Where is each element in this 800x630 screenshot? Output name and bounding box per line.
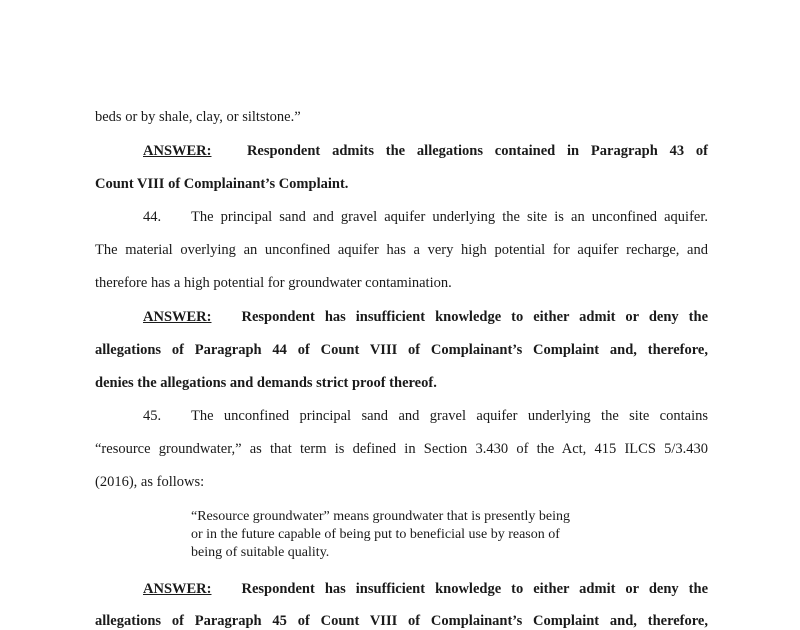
paragraph-45-text-1: The unconfined principal sand and gravel aquifer underlying the site contains [191,408,708,424]
answer-43-line-1 [95,142,708,160]
answer-44-label: ANSWER: [143,309,212,325]
answer-45-line-2: allegations of Paragraph 45 of Count VIII of Complainant’s Complaint and, therefore, [95,613,708,629]
answer-44-text-1: Respondent has insufficient knowledge to either admit or deny the [241,309,709,325]
block-quote-line-2: or in the future capable of being put to beneficial use by reason of [191,527,560,542]
paragraph-45-number: 45. [143,408,162,424]
paragraph-43-continuation: beds or by shale, clay, or siltstone.” [95,109,301,125]
paragraph-44-line-3: therefore has a high potential for groundwater contamination. [95,275,452,291]
answer-43-label: ANSWER: [143,143,212,159]
answer-44-line-2: allegations of Paragraph 44 of Count VIII of Complainant’s Complaint and, therefore, [95,342,708,358]
paragraph-44-line-2: The material overlying an unconfined aquifer has a very high potential for aquifer recharge, and [95,242,708,258]
block-quote-line-3: being of suitable quality. [191,545,330,560]
answer-43-text: Respondent admits the allegations contained in Paragraph 43 of [246,143,708,159]
answer-45-text-1: Respondent has insufficient knowledge to either admit or deny the [241,581,709,597]
paragraph-44-text-1: The principal sand and gravel aquifer underlying the site is an unconfined aquifer. [191,209,708,225]
answer-43-line-2: Count VIII of Complainant’s Complaint. [95,176,349,192]
paragraph-45-line-2: “resource groundwater,” as that term is defined in Section 3.430 of the Act, 415 ILCS 5/3.430 [95,441,708,457]
block-quote-line-1: “Resource groundwater” means groundwater that is presently being [191,509,571,524]
answer-45-label: ANSWER: [143,581,212,597]
paragraph-45-line-3: (2016), as follows: [95,474,205,490]
paragraph-44-number: 44. [143,209,162,225]
paragraph-44-line-1 [95,208,708,226]
paragraph-45-line-1 [95,407,708,425]
answer-44-line-3: denies the allegations and demands strict proof thereof. [95,375,437,391]
answer-45-line-1 [95,580,708,598]
answer-44-line-1 [95,308,708,326]
